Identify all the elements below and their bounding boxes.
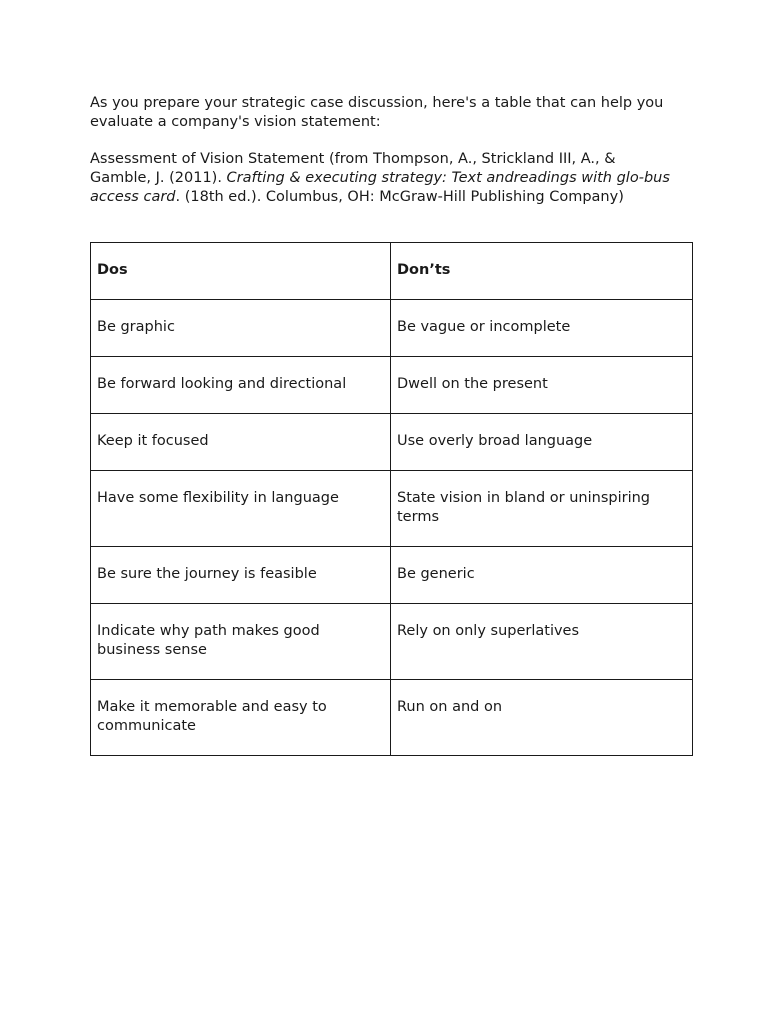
do-cell: Be sure the journey is feasible [91,547,391,604]
do-cell: Make it memorable and easy to communicate [91,680,391,756]
do-cell: Indicate why path makes good business sense [91,604,391,680]
dos-donts-table [90,242,693,756]
dont-cell: Run on and on [391,680,693,756]
table-row [91,300,693,357]
table-row [91,547,693,604]
do-cell: Have some flexibility in language [91,471,391,547]
dont-cell: Dwell on the present [391,357,693,414]
dont-cell: Use overly broad language [391,414,693,471]
table-row [91,414,693,471]
dont-cell: State vision in bland or uninspiring terms [391,471,693,547]
citation-paragraph [90,150,680,207]
do-cell: Be forward looking and directional [91,357,391,414]
table-header-row [91,243,693,300]
header-donts: Don’ts [391,243,693,300]
do-cell: Be graphic [91,300,391,357]
table-row [91,471,693,547]
dont-cell: Be generic [391,547,693,604]
dont-cell: Be vague or incomplete [391,300,693,357]
do-cell: Keep it focused [91,414,391,471]
document-page [90,94,692,734]
header-dos: Dos [91,243,391,300]
intro-paragraph: As you prepare your strategic case discussion, here's a table that can help you evaluate a company's vision statement: [90,95,664,130]
table-row [91,680,693,756]
table-row [91,604,693,680]
dont-cell: Rely on only superlatives [391,604,693,680]
citation-book-title: Crafting & executing strategy: Text andreadings with glo-bus access card [90,170,670,205]
table-row [91,357,693,414]
citation-prefix: Assessment of Vision Statement (from Thompson, A., Strickland III, A., & Gamble, J. (2011). [90,151,616,186]
citation-suffix: . (18th ed.). Columbus, OH: McGraw-Hill Publishing Company) [175,189,624,205]
